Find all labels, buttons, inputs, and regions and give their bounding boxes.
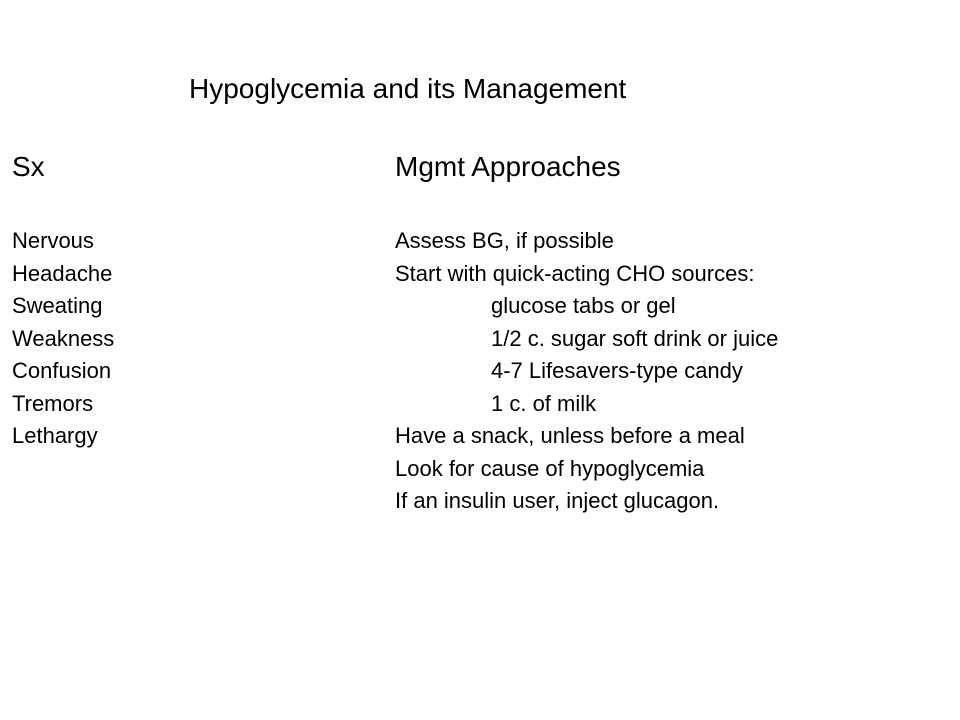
symptoms-header: Sx — [12, 151, 45, 182]
approach-item: If an insulin user, inject glucagon. — [395, 488, 720, 513]
approach-item: Have a snack, unless before a meal — [395, 423, 745, 448]
approach-subitem: 1 c. of milk — [491, 390, 597, 416]
symptom-item: Tremors — [12, 390, 94, 416]
symptom-item: Nervous — [12, 228, 94, 253]
symptom-item: Confusion — [12, 358, 112, 383]
approach-subitem: 4-7 Lifesavers-type candy — [491, 358, 743, 383]
symptom-item: Lethargy — [12, 423, 98, 448]
approaches-header: Mgmt Approaches — [395, 151, 621, 182]
symptom-item: Sweating — [12, 293, 103, 318]
approaches-list — [395, 225, 778, 518]
approach-item: Assess BG, if possible — [395, 228, 614, 253]
symptoms-list — [12, 225, 114, 453]
slide-title: Hypoglycemia and its Management — [189, 73, 627, 104]
symptom-item: Headache — [12, 260, 113, 286]
approach-item: Start with quick-acting CHO sources: — [395, 260, 755, 286]
approach-subitem: 1/2 c. sugar soft drink or juice — [491, 325, 779, 351]
approach-item: Look for cause of hypoglycemia — [395, 455, 705, 481]
symptom-item: Weakness — [12, 325, 115, 351]
approach-subitem: glucose tabs or gel — [491, 293, 676, 318]
